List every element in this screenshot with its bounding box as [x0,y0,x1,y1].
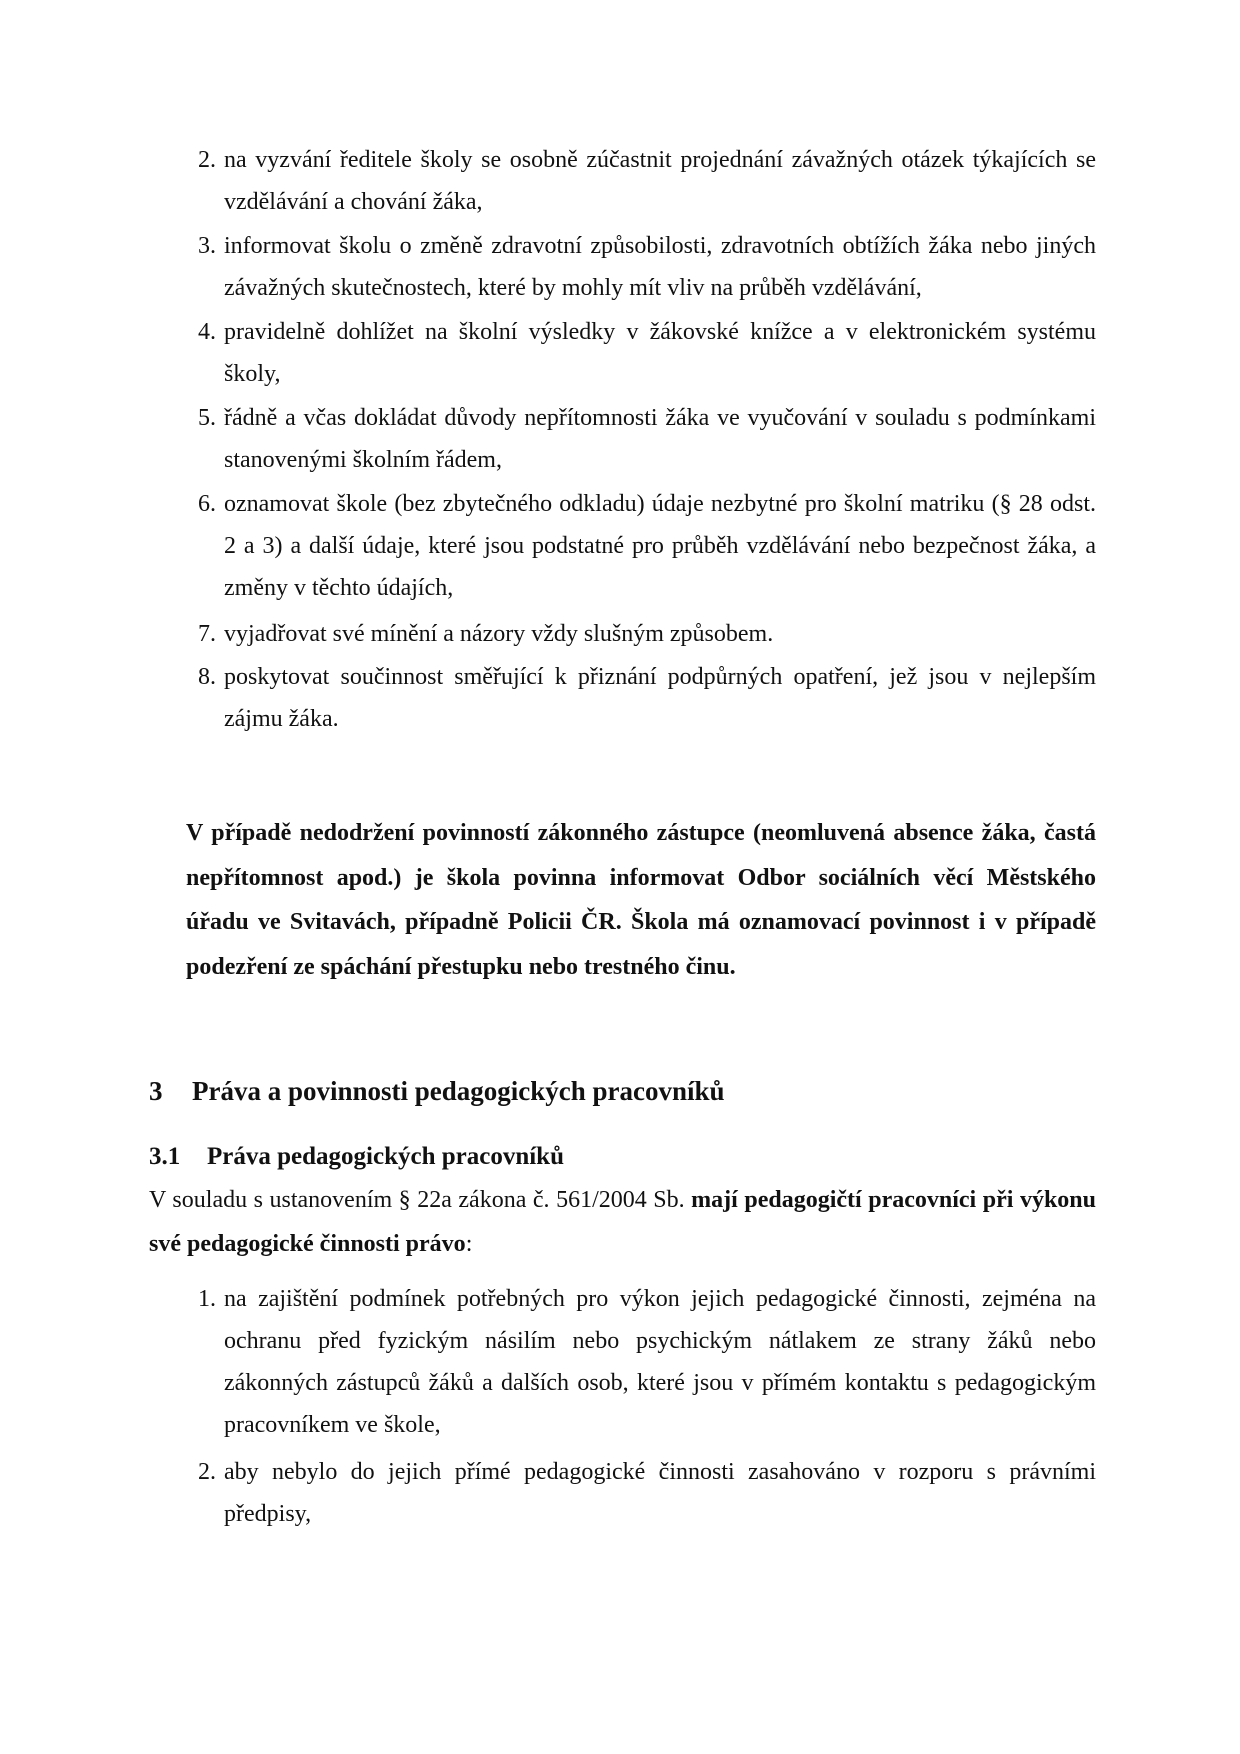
list-text: na zajištění podmínek potřebných pro výkon jejich pedagogické činnosti, zejména na ochranu před fyzickým násilím nebo psychickým nátlakem ze strany žáků nebo zákonných zástupců žáků a dalších osob, které jsou v přímém kontaktu s pedagogickým pracovníkem ve škole, [224,1286,1096,1438]
list-text: oznamovat škole (bez zbytečného odkladu) údaje nezbytné pro školní matriku (§ 28 odst. 2 a 3) a další údaje, které jsou podstatné pro průběh vzdělávání nebo bezpečnost žáka, a změny v těchto údajích, [224,491,1096,601]
intro-lead: V souladu s ustanovením § 22a zákona č. 561/2004 Sb. [149,1187,692,1213]
list-item [186,1451,1096,1535]
list-number: 7. [198,621,216,647]
list-number: 6. [198,491,216,517]
list-item [186,656,1096,740]
list-number: 2. [198,147,216,173]
notice-paragraph: V případě nedodržení povinností zákonného zástupce (neomluvená absence žáka, častá nepřítomnost apod.) je škola povinna informovat Odbor sociálních věcí Městského úřadu ve Svitavách, případně Policii ČR. Škola má oznamovací povinnost i v případě podezření ze spáchání přestupku nebo trestného činu. [186,820,1096,980]
list-number: 5. [198,405,216,431]
list-item [186,613,1096,655]
section-title: Práva a povinnosti pedagogických pracovníků [192,1076,725,1106]
list-text: vyjadřovat své mínění a názory vždy slušným způsobem. [224,621,774,647]
list-number: 3. [198,233,216,259]
list-text: poskytovat součinnost směřující k přiznání podpůrných opatření, jež jsou v nejlepším zájmu žáka. [224,664,1096,732]
list-item [186,483,1096,609]
subsection-title: Práva pedagogických pracovníků [207,1143,564,1170]
intro-paragraph [149,1178,1096,1266]
list-text: řádně a včas dokládat důvody nepřítomnosti žáka ve vyučování v souladu s podmínkami stanovenými školním řádem, [224,405,1096,473]
section-heading [149,1071,725,1111]
list-item [186,311,1096,395]
section-number: 3 [149,1076,163,1106]
list-number: 1. [198,1286,216,1312]
subsection-heading [149,1137,564,1177]
list-item [186,1278,1096,1446]
list-text: pravidelně dohlížet na školní výsledky v žákovské knížce a v elektronickém systému školy, [224,319,1096,387]
list-text: na vyzvání ředitele školy se osobně zúčastnit projednání závažných otázek týkajících se vzdělávání a chování žáka, [224,147,1096,215]
list-text: aby nebylo do jejich přímé pedagogické činnosti zasahováno v rozporu s právními předpisy, [224,1459,1096,1527]
list-number: 4. [198,319,216,345]
list-number: 2. [198,1459,216,1485]
list-item [186,225,1096,309]
subsection-number: 3.1 [149,1143,181,1170]
list-text: informovat školu o změně zdravotní způsobilosti, zdravotních obtížích žáka nebo jiných závažných skutečnostech, které by mohly mít vliv na průběh vzdělávání, [224,233,1096,301]
intro-bold: mají pedagogičtí pracovníci při výkonu své pedagogické činnosti právo [149,1187,1096,1257]
list-item [186,139,1096,223]
intro-tail: : [465,1231,473,1257]
list-item [186,397,1096,481]
list-number: 8. [198,664,216,690]
